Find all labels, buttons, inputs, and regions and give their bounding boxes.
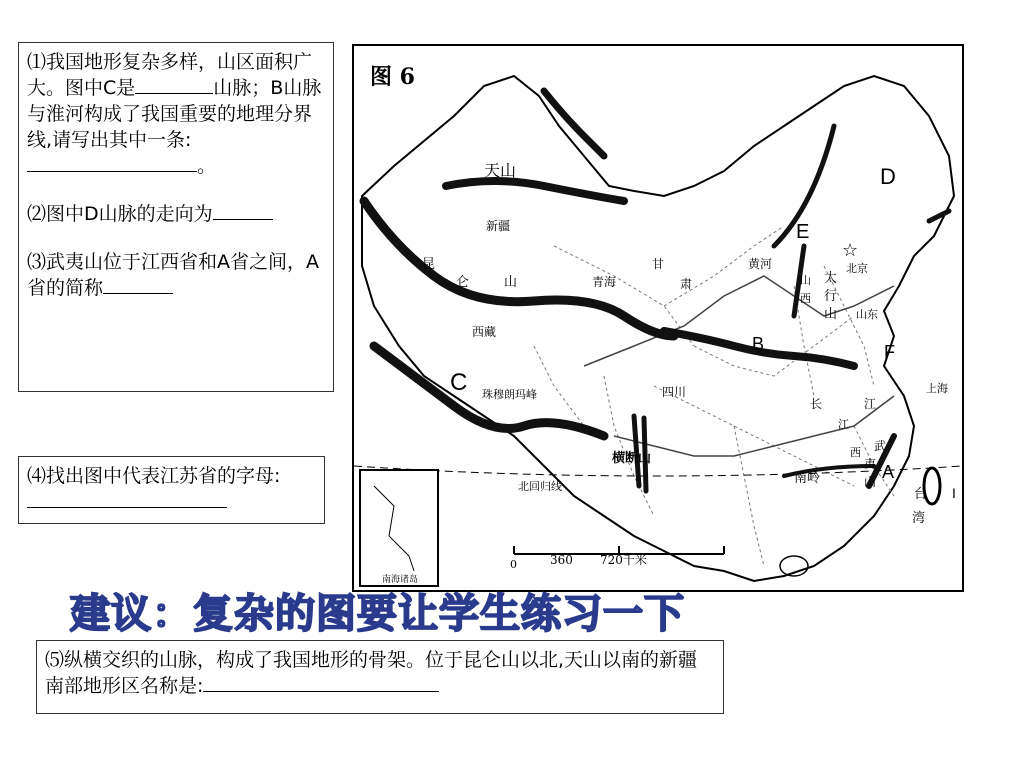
range-ne (544, 91, 604, 156)
china-map (352, 44, 964, 592)
label-wuyi-2: 夷 (864, 457, 877, 471)
label-jiangxi-1: 江 (838, 418, 849, 431)
label-wuyi-1: 武 (874, 439, 887, 453)
kunlun-range (364, 201, 674, 336)
answer-blank-1b[interactable] (27, 153, 197, 172)
question-box-1-3 (18, 42, 334, 392)
letter-b: B (752, 334, 765, 354)
answer-blank-1a[interactable] (135, 75, 213, 94)
range-e-right (929, 211, 949, 221)
label-scale-720: 720千米 (600, 553, 647, 567)
beijing-star: ☆ (842, 240, 859, 261)
label-taihang-1: 太 (824, 271, 838, 286)
question-1-text-b: 山脉；B山脉与淮河构成了我国重要的地理分界线,请写出其中一条: (27, 77, 322, 151)
label-nanling: 南岭 (794, 471, 821, 486)
question-3 (27, 249, 325, 301)
china-outline (362, 76, 954, 581)
question-1-text-a: ⑴我国地形复杂多样，山区面积广大。图中C是 (27, 51, 313, 99)
answer-blank-2[interactable] (213, 201, 273, 220)
label-scale-0: 0 (510, 558, 517, 571)
letter-c: C (450, 369, 468, 396)
label-taiwan-1: 台 (914, 487, 928, 502)
answer-blank-4[interactable] (27, 489, 227, 508)
tianshan-range (446, 181, 624, 201)
label-gan: 甘 (652, 257, 665, 271)
label-hengduanshan: 横断山 (612, 451, 652, 466)
map-svg (354, 46, 962, 590)
question-5-text: ⑸纵横交织的山脉，构成了我国地形的骨架。位于昆仑山以北,天山以南的新疆南部地形区名称是: (45, 649, 698, 697)
letter-f: F (884, 342, 895, 362)
label-taiwan-2: 湾 (912, 511, 926, 526)
answer-blank-3[interactable] (103, 275, 173, 294)
question-1-text-c: 。 (197, 155, 217, 177)
map-title: 图 6 (370, 64, 415, 90)
label-shanghai: 上海 (926, 382, 948, 395)
label-beijing: 北京 (846, 262, 868, 275)
south-sea-inset (360, 470, 438, 586)
label-taihang-3: 山 (824, 307, 838, 322)
label-tropic: 北回归线 (518, 480, 562, 493)
label-south-sea: 南海诸岛 (382, 575, 419, 585)
province-borders (534, 226, 894, 566)
label-kun: 昆 (422, 257, 436, 272)
question-box-5 (36, 640, 724, 714)
question-2 (27, 201, 325, 227)
label-chang: 长 (810, 397, 823, 411)
question-1 (27, 49, 325, 179)
label-huanghe: 黄河 (748, 257, 773, 271)
mountain-ranges (364, 91, 949, 491)
label-xinjiang: 新疆 (486, 219, 511, 233)
letter-d: D (880, 164, 896, 189)
label-su: 肃 (680, 277, 693, 291)
letter-i: I (952, 485, 956, 501)
letter-a: A (882, 462, 895, 482)
label-qinghai: 青海 (592, 275, 617, 289)
question-box-4 (18, 456, 325, 524)
question-2-text: ⑵图中D山脉的走向为 (27, 203, 213, 225)
label-shanxi-1: 山 (800, 274, 811, 287)
label-wuyi-3: 山 (864, 475, 877, 489)
label-zhumulangma: 珠穆朗玛峰 (482, 388, 537, 401)
letter-e: E (796, 221, 810, 243)
question-3-text: ⑶武夷山位于江西省和A省之间，A省的简称 (27, 251, 319, 299)
label-sichuan: 四川 (662, 385, 687, 399)
suggestion-banner: 建议：复杂的图要让学生练习一下 (70, 591, 685, 637)
label-jiang: 江 (864, 397, 877, 411)
label-shandong: 山东 (856, 308, 878, 321)
label-taihang-2: 行 (824, 289, 838, 304)
label-xizang: 西藏 (472, 325, 497, 339)
label-scale-360: 360 (550, 553, 573, 567)
question-4-text: ⑷找出图中代表江苏省的字母: (27, 465, 281, 487)
label-jiangxi-2: 西 (850, 446, 861, 459)
answer-blank-5[interactable] (203, 673, 439, 692)
label-shan-k: 山 (504, 275, 518, 290)
label-lun: 仑 (456, 275, 470, 290)
label-tianshan: 天山 (484, 161, 517, 180)
label-shanxi-2: 西 (800, 292, 811, 305)
